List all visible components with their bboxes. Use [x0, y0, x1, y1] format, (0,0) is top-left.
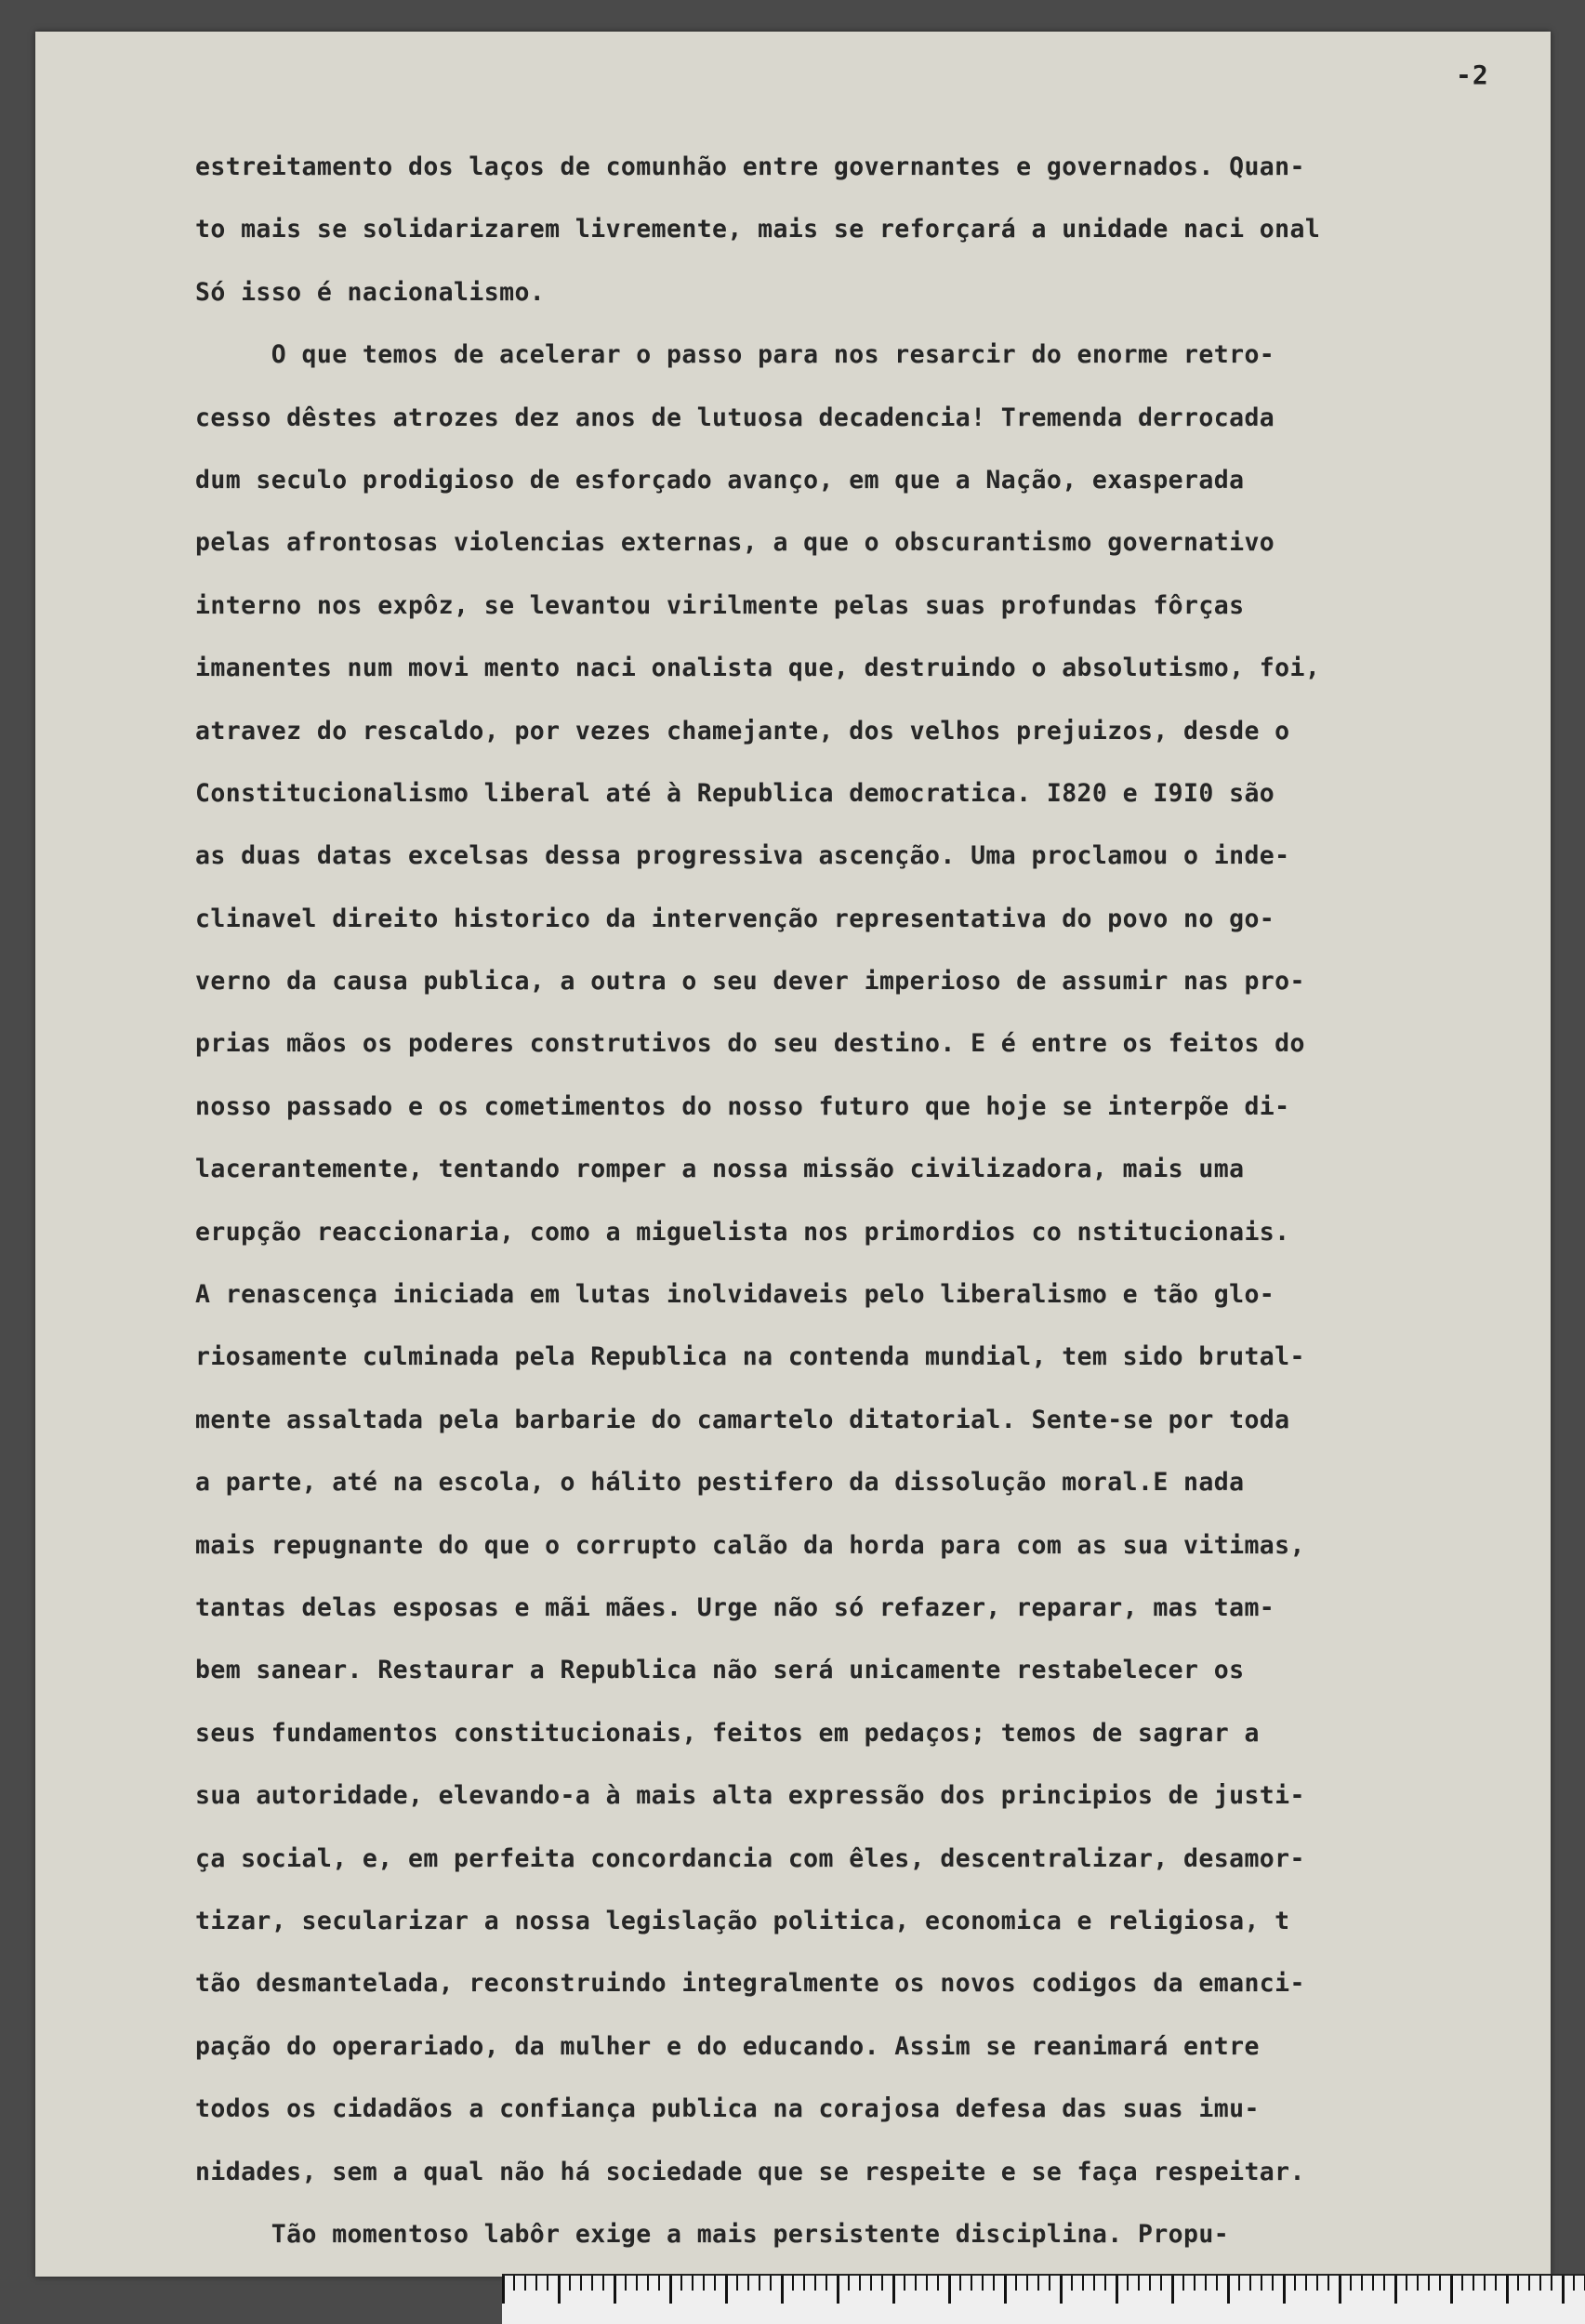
text-line: lacerantemente, tentando romper a nossa missão civilizadora, mais uma	[195, 1155, 1245, 1184]
document-page	[35, 32, 1551, 2277]
page-number: -2	[1456, 59, 1489, 90]
text-line: pação do operariado, da mulher e do educando. Assim se reanimará entre	[195, 2031, 1260, 2061]
text-line: imanentes num movi mento naci onalista que, destruindo o absolutismo, foi,	[195, 654, 1321, 683]
text-line: to mais se solidarizarem livremente, mais se reforçará a unidade naci onal	[195, 215, 1321, 244]
text-line: bem sanear. Restaurar a Republica não será unicamente restabelecer os	[195, 1656, 1245, 1685]
text-line: tizar, secularizar a nossa legislação politica, economica e religiosa, t	[195, 1906, 1290, 1935]
body-text	[195, 136, 1534, 2265]
text-line: pelas afrontosas violencias externas, a que o obscurantismo governativo	[195, 528, 1275, 558]
text-line: Constitucionalismo liberal até à Republica democratica. I820 e I9I0 são	[195, 778, 1275, 808]
text-line: sua autoridade, elevando-a à mais alta expressão dos principios de justi-	[195, 1781, 1305, 1811]
text-line: clinavel direito historico da intervenção representativa do povo no go-	[195, 904, 1275, 933]
text-line: mente assaltada pela barbarie do camartelo ditatorial. Sente-se por toda	[195, 1405, 1290, 1434]
text-line: interno nos expôz, se levantou virilmente pelas suas profundas fôrças	[195, 590, 1245, 620]
text-line: atravez do rescaldo, por vezes chamejante, dos velhos prejuizos, desde o	[195, 716, 1290, 746]
text-line: A renascença iniciada em lutas inolvidaveis pelo liberalismo e tão glo-	[195, 1280, 1275, 1310]
text-line: ça social, e, em perfeita concordancia com êles, descentralizar, desamor-	[195, 1843, 1305, 1873]
text-line: O que temos de acelerar o passo para nos resarcir do enorme retro-	[195, 340, 1275, 370]
text-line: cesso dêstes atrozes dez anos de lutuosa decadencia! Tremenda derrocada	[195, 403, 1275, 432]
text-line: nidades, sem a qual não há sociedade que se respeite e se faça respeitar.	[195, 2157, 1305, 2186]
text-line: estreitamento dos laços de comunhão entre governantes e governados. Quan-	[195, 152, 1305, 181]
text-line: seus fundamentos constitucionais, feitos em pedaços; temos de sagrar a	[195, 1718, 1260, 1748]
text-line: Só isso é nacionalismo.	[195, 277, 546, 307]
text-line: a parte, até na escola, o hálito pestifero da dissolução moral.E nada	[195, 1468, 1245, 1498]
text-line: todos os cidadãos a confiança publica na corajosa defesa das suas imu-	[195, 2094, 1260, 2124]
text-line: erupção reaccionaria, como a miguelista nos primordios co nstitucionais.	[195, 1217, 1290, 1247]
text-line: tão desmantelada, reconstruindo integralmente os novos codigos da emanci-	[195, 1969, 1305, 1999]
text-line: nosso passado e os cometimentos do nosso futuro que hoje se interpõe di-	[195, 1091, 1290, 1121]
ruler-minor-ticks	[502, 2276, 1585, 2291]
text-line: riosamente culminada pela Republica na contenda mundial, tem sido brutal-	[195, 1342, 1305, 1372]
text-line: dum seculo prodigioso de esforçado avanço, em que a Nação, exasperada	[195, 465, 1245, 495]
text-line: mais repugnante do que o corrupto calão da horda para com as sua vitimas,	[195, 1530, 1305, 1560]
text-line: as duas datas excelsas dessa progressiva ascenção. Uma proclamou o inde-	[195, 841, 1290, 871]
scale-ruler	[502, 2274, 1585, 2324]
text-line: Tão momentoso labôr exige a mais persistente disciplina. Propu-	[195, 2219, 1230, 2249]
text-line: prias mãos os poderes construtivos do seu destino. E é entre os feitos do	[195, 1029, 1305, 1059]
text-line: tantas delas esposas e mãi mães. Urge não só refazer, reparar, mas tam-	[195, 1592, 1275, 1622]
text-line: verno da causa publica, a outra o seu dever imperioso de assumir nas pro-	[195, 967, 1305, 997]
